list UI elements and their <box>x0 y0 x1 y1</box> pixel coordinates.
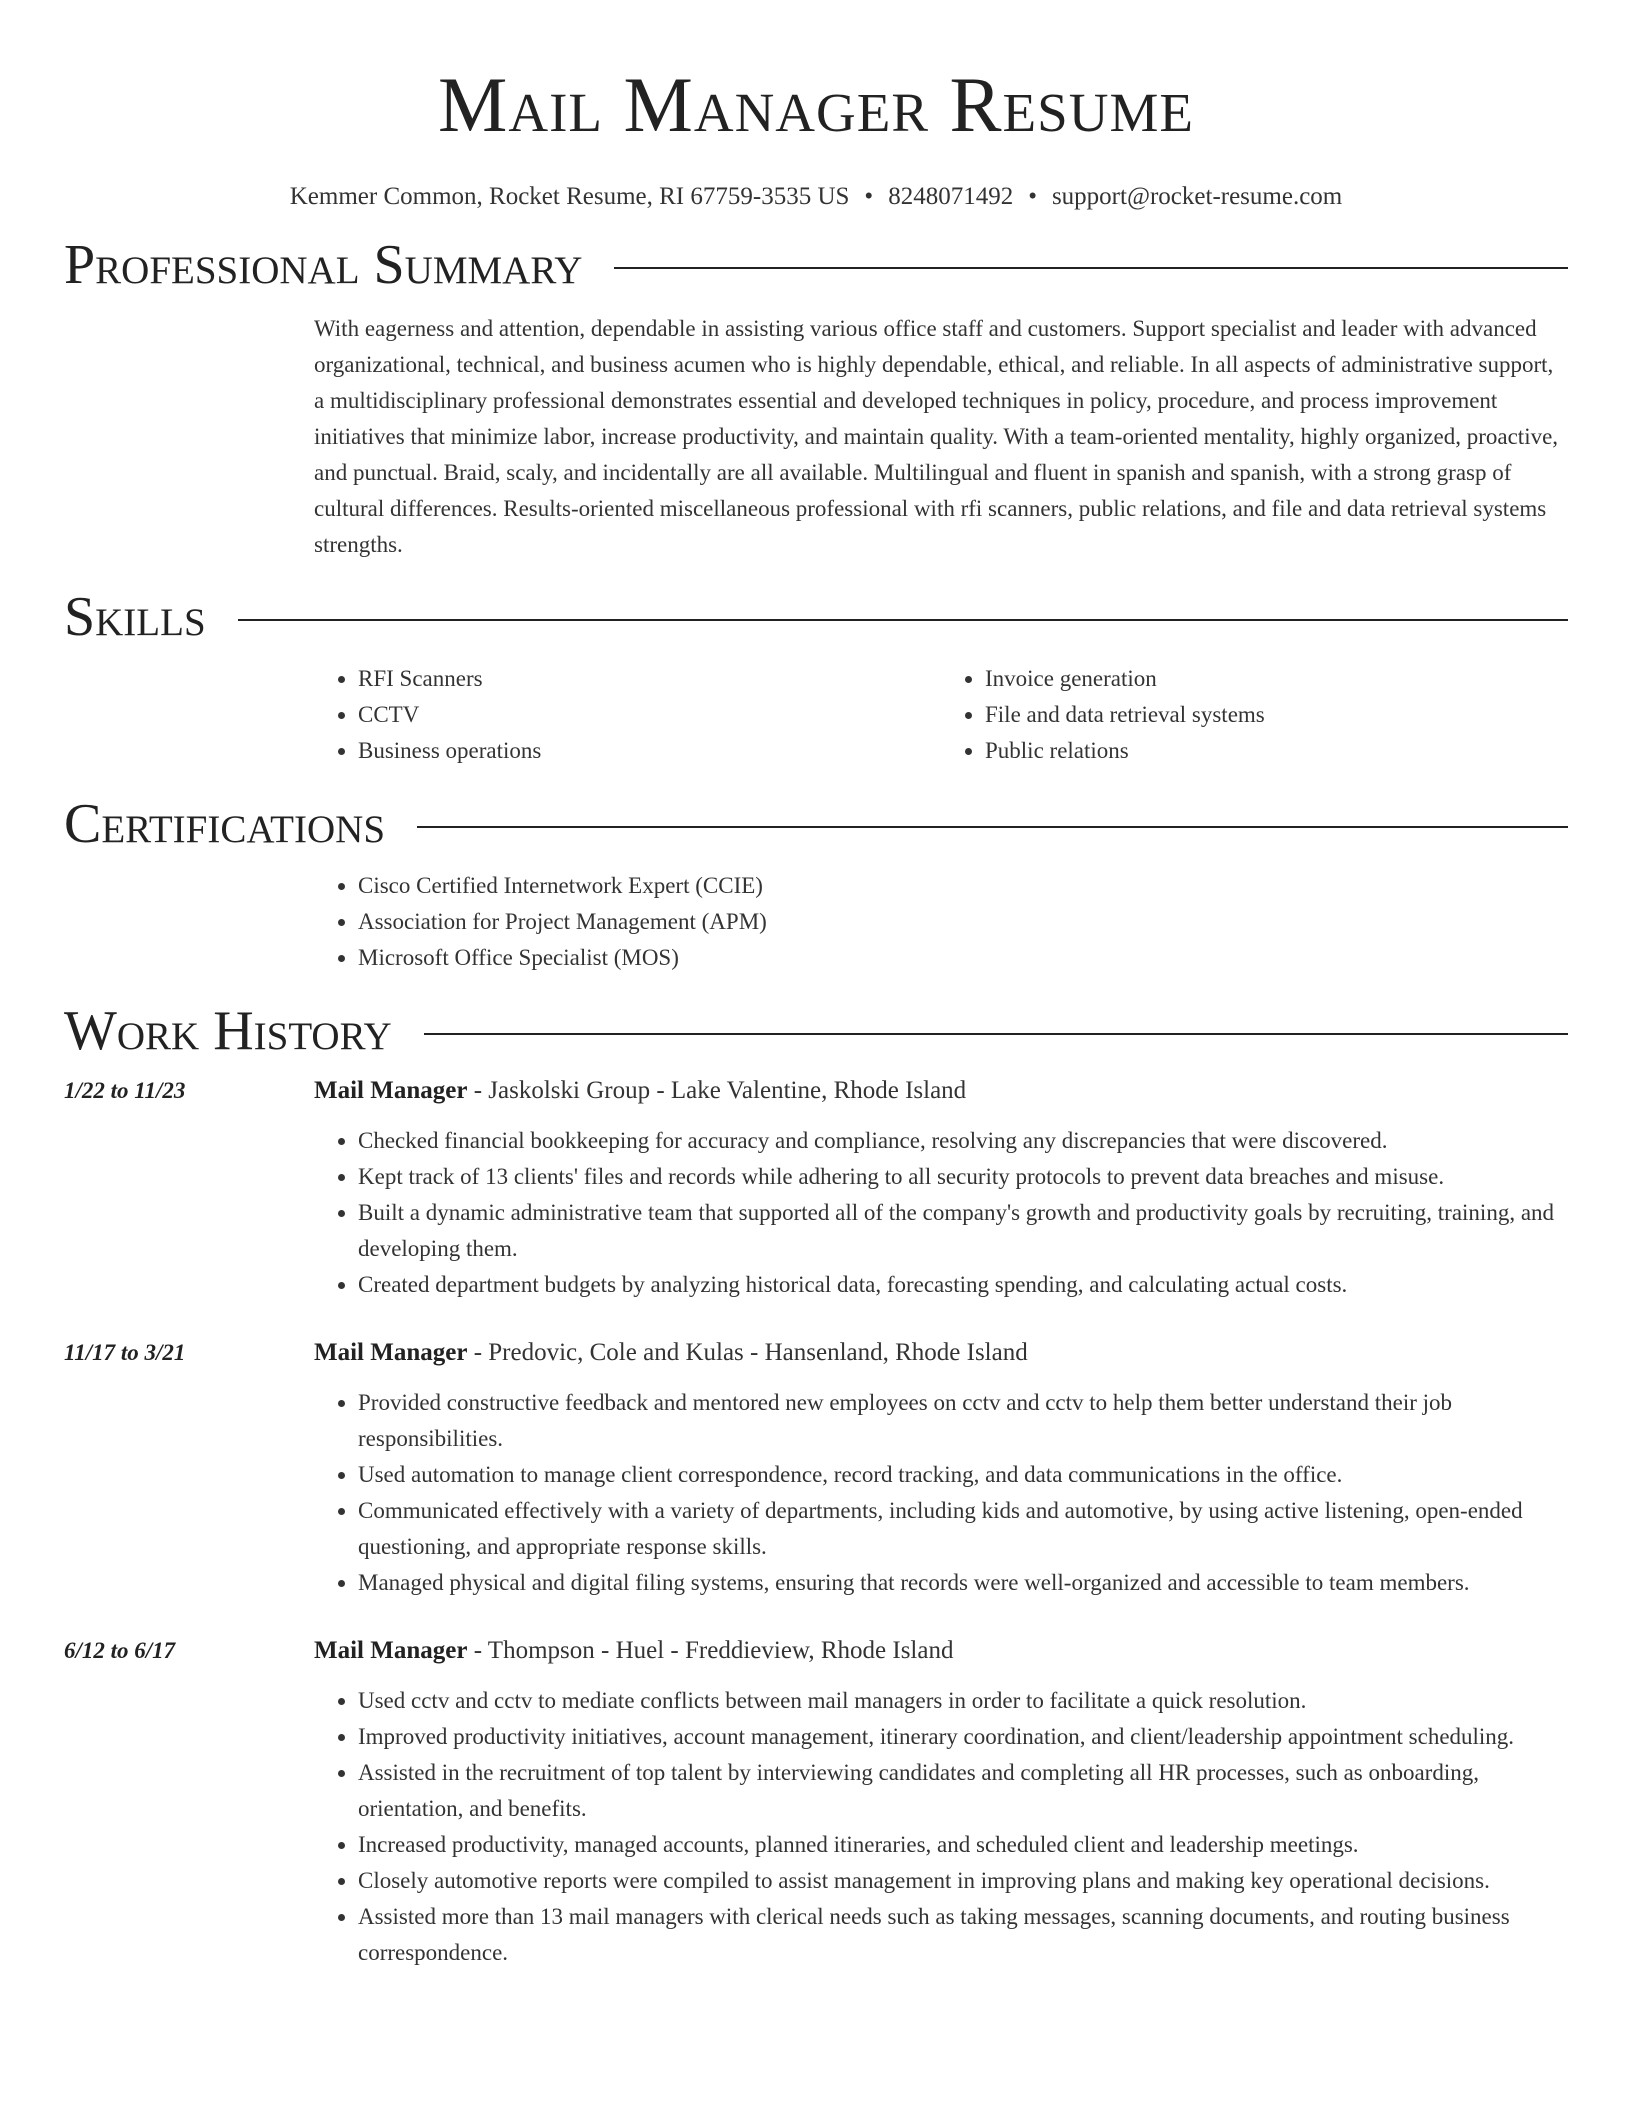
job-bullet: • Assisted in the recruitment of top talent by interviewing candidates and completing all HR processes, such as onboarding, orientation, and benefits. <box>358 1755 1568 1827</box>
job-bullet: • Managed physical and digital filing systems, ensuring that records were well-organized and accessible to team members. <box>358 1565 1568 1601</box>
job-bullet: • Created department budgets by analyzing historical data, forecasting spending, and calculating actual costs. <box>358 1267 1568 1303</box>
job-bullet: • Communicated effectively with a variety of departments, including kids and automotive, by using active listening, open-ended questioning, and appropriate response skills. <box>358 1493 1568 1565</box>
work-history-section <box>64 1000 1568 1971</box>
skill-item: • Invoice generation <box>985 661 1568 697</box>
section-divider <box>614 267 1568 269</box>
job-employer: - Predovic, Cole and Kulas - Hansenland, Rhode Island <box>467 1339 1028 1366</box>
certifications-heading <box>64 793 1568 855</box>
job-bullet: • Assisted more than 13 mail managers with clerical needs such as taking messages, scanning documents, and routing business correspondence. <box>358 1899 1568 1971</box>
job-entry <box>64 1634 1568 1971</box>
job-body <box>314 1634 1568 1971</box>
section-divider <box>417 826 1568 828</box>
job-bullet: • Used automation to manage client correspondence, record tracking, and data communications in the office. <box>358 1457 1568 1493</box>
job-heading <box>314 1634 1568 1668</box>
certifications-section <box>64 793 1568 976</box>
section-divider <box>424 1033 1568 1035</box>
job-employer: - Thompson - Huel - Freddieview, Rhode Island <box>467 1637 954 1664</box>
summary-heading <box>64 234 1568 296</box>
skills-grid <box>314 661 1568 769</box>
job-body <box>314 1074 1568 1303</box>
certifications-list <box>314 868 1568 976</box>
resume-title: Mail Manager Resume <box>438 61 1194 148</box>
job-entry <box>64 1074 1568 1303</box>
summary-section <box>64 234 1568 563</box>
job-dates: 11/17 to 3/21 <box>64 1340 186 1365</box>
contact-separator: • <box>864 183 874 210</box>
job-dates: 6/12 to 6/17 <box>64 1638 176 1663</box>
job-bullet: • Closely automotive reports were compiled to assist management in improving plans and making key operational decisions. <box>358 1863 1568 1899</box>
contact-line <box>64 182 1568 212</box>
contact-phone: 8248071492 <box>888 183 1014 210</box>
job-dates: 1/22 to 11/23 <box>64 1078 186 1103</box>
job-entry <box>64 1336 1568 1601</box>
job-bullets <box>314 1385 1568 1601</box>
summary-body <box>314 311 1568 563</box>
certification-item: • Microsoft Office Specialist (MOS) <box>358 940 1568 976</box>
skill-item: • RFI Scanners <box>358 661 941 697</box>
section-title: Certifications <box>64 793 386 855</box>
job-bullet: • Provided constructive feedback and mentored new employees on cctv and cctv to help them better understand their job responsibilities. <box>358 1385 1568 1457</box>
skill-item: • File and data retrieval systems <box>985 697 1568 733</box>
work-history-heading <box>64 1000 1568 1062</box>
job-role: Mail Manager <box>314 1637 468 1664</box>
job-bullets <box>314 1123 1568 1303</box>
contact-separator: • <box>1028 183 1037 210</box>
skills-heading <box>64 586 1568 648</box>
section-title: Professional Summary <box>64 234 583 296</box>
job-bullet: • Built a dynamic administrative team that supported all of the company's growth and productivity goals by recruiting, training, and developing them. <box>358 1195 1568 1267</box>
certifications-body <box>314 868 1568 976</box>
contact-address: Kemmer Common, Rocket Resume, RI 67759-3535 US <box>289 183 850 210</box>
job-heading <box>314 1336 1568 1370</box>
job-bullet: • Improved productivity initiatives, account management, itinerary coordination, and client/leadership appointment scheduling. <box>358 1719 1568 1755</box>
job-heading <box>314 1074 1568 1108</box>
job-role: Mail Manager <box>314 1339 468 1366</box>
skills-list-left <box>314 661 941 769</box>
section-title: Skills <box>64 586 206 648</box>
job-body <box>314 1336 1568 1601</box>
section-title: Work History <box>64 1000 392 1062</box>
contact-email: support@rocket-resume.com <box>1051 183 1343 210</box>
skills-list-right <box>941 661 1568 769</box>
summary-text: With eagerness and attention, dependable in assisting various office staff and customers. Support specialist and leader with advanced organizational, technical, and business acumen who is highly dependable, ethical, and reliable. In all aspects of administrative support, a multidisciplinary professional demonstrates essential and developed techniques in policy, procedure, and process improvement initiatives that minimize labor, increase productivity, and maintain quality. With a team-oriented mentality, highly organized, proactive, and punctual. Braid, scaly, and incidentally are all available. Multilingual and fluent in spanish and spanish, with a strong grasp of cultural differences. Results-oriented miscellaneous professional with rfi scanners, public relations, and file and data retrieval systems strengths. <box>314 316 1559 557</box>
job-bullet: • Used cctv and cctv to mediate conflicts between mail managers in order to facilitate a quick resolution. <box>358 1683 1568 1719</box>
skills-section <box>64 586 1568 769</box>
certification-item: • Cisco Certified Internetwork Expert (CCIE) <box>358 868 1568 904</box>
section-divider <box>238 619 1568 621</box>
job-bullet: • Kept track of 13 clients' files and records while adhering to all security protocols to prevent data breaches and misuse. <box>358 1159 1568 1195</box>
job-bullets <box>314 1683 1568 1971</box>
skill-item: • Business operations <box>358 733 941 769</box>
job-bullet: • Checked financial bookkeeping for accuracy and compliance, resolving any discrepancies that were discovered. <box>358 1123 1568 1159</box>
skill-item: • CCTV <box>358 697 941 733</box>
certification-item: • Association for Project Management (APM) <box>358 904 1568 940</box>
skill-item: • Public relations <box>985 733 1568 769</box>
job-bullet: • Increased productivity, managed accounts, planned itineraries, and scheduled client and leadership meetings. <box>358 1827 1568 1863</box>
job-role: Mail Manager <box>314 1077 468 1104</box>
job-employer: - Jaskolski Group - Lake Valentine, Rhode Island <box>467 1077 967 1104</box>
